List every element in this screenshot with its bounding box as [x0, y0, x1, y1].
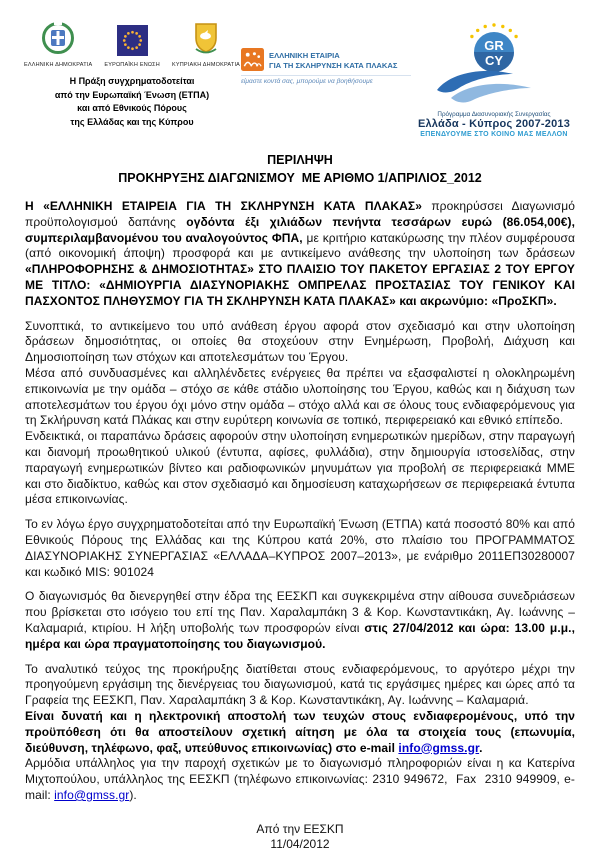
- text-run: στις 27/04/2012 και ώρα: 13.00 μ.μ., ημέρα και ώρα πραγματοποίησης του διαγωνισμού.: [25, 620, 576, 651]
- text-run: «ΠΛΗΡΟΦΟΡΗΣΗΣ & ΔΗΜΟΣΙΟΤΗΤΑΣ» ΣΤΟ ΠΛΑΙΣΙΟ ΤΟΥ ΠΑΚΕΤΟΥ ΕΡΓΑΣΙΑΣ 2 ΤΟΥ ΕΡΓΟΥ ΜΕ ΤΙΤΛΟ: «ΔΗΜΙΟΥΡΓΙΑ ΔΙΑΣΥΝΟΡΙΑΚΗΣ ΟΜΠΡΕΛΑΣ ΠΡΟΣΤΑΣΙΑΣ ΤΟΥ ΓΕΝΙΚΟΥ ΚΑΙ ΠΑΣΧΟΝΤΟΣ ΠΛΗΘΥΣΜΟΥ ΓΙΑ ΤΗ ΣΚΛΗΡΥΝΣΗ ΚΑΤΑ ΠΛΑΚΑΣ» και ακρωνύμιο: «ΠροΣΚΠ».: [25, 262, 575, 308]
- text-run: Ο διαγωνισμός θα διενεργηθεί στην έδρα της ΕΕΣΚΠ και συγκεκριμένα στην αίθουσα συνεδριάσεων που βρίσκεται στο ισόγειο του επί της Παν. Χαραλαμπάκη 3 & Κορ. Κωνσταντικάκη, Αγ. Ιωάννης – Καλαμαριά, κτιρίου. Η λήξη υποβολής των προσφορών είναι: [25, 589, 575, 635]
- text-run: Η «ΕΛΛΗΝΙΚΗ ΕΤΑΙΡΕΙΑ ΓΙΑ ΤΗ ΣΚΛΗΡΥΝΣΗ ΚΑΤΑ ΠΛΑΚΑΣ»: [25, 199, 432, 213]
- text-run: Μέσα από συνδυασμένες και αλληλένδετες ενέργειες θα πρέπει να εξασφαλιστεί η ολοκληρωμένη επικοινωνία με την ομάδα – στόχο σε κάθε στάδιο υλοποίησης του Έργου, καθώς και η διάχυση των αποτελεσμάτων του έργου όχι μόνο στην ομάδα – στόχο αλλά και σε όλους τους ενδιαφερόμενους για τη Σκλήρυνση κατά Πλάκας και στην ευρύτερη κοινωνία σε τοπικό, περιφερειακό και εθνικό επίπεδο.: [25, 365, 575, 428]
- signature-block: [25, 822, 575, 849]
- ms-society-name-line: ΓΙΑ ΤΗ ΣΚΛΗΡΥΝΣΗ ΚΑΤΑ ΠΛΑΚΑΣ: [269, 60, 398, 70]
- text-run: ογδόντα έξι χιλιάδων πενήντα τεσσάρων ευρώ (86.054,00€), συμπεριλαμβανομένου του αναλογούντος ΦΠΑ,: [25, 214, 576, 245]
- programme-title: Ελλάδα - Κύπρος 2007-2013: [417, 118, 571, 130]
- text-run: .: [479, 740, 483, 755]
- gr-cy-badge-icon: [419, 20, 569, 106]
- cofunding-line: Η Πράξη συγχρηματοδοτείται: [69, 76, 195, 86]
- email-link[interactable]: info@gmss.gr: [398, 740, 480, 755]
- ms-society-logo: [241, 20, 411, 85]
- cofunding-line: της Ελλάδας και της Κύπρου: [70, 116, 194, 127]
- text-run: προκηρύσσει Διαγωνισμό προϋπολογισμού δαπάνης: [25, 199, 575, 229]
- cyprus-emblem-caption: ΚΥΠΡΙΑΚΗ ΔΗΜΟΚΡΑΤΙΑ: [171, 62, 241, 68]
- cyprus-emblem: [172, 22, 240, 68]
- cyprus-emblem-icon: [191, 22, 221, 56]
- paragraph: [25, 756, 575, 803]
- ms-society-name-line: ΕΛΛΗΝΙΚΗ ΕΤΑΙΡΙΑ: [269, 51, 340, 60]
- emblem-row: [25, 20, 239, 68]
- paragraph: [25, 709, 575, 756]
- greece-emblem: [24, 20, 92, 68]
- cofunding-block: [25, 20, 239, 129]
- paragraph: [25, 366, 575, 429]
- signature-line: Από την ΕΕΣΚΠ: [256, 821, 344, 836]
- text-run: Το εν λόγω έργο συγχρηματοδοτείται από την Ευρωπαϊκή Ένωση (ΕΤΠΑ) κατά ποσοστό 80% και από Εθνικούς Πόρους της Ελλάδας και της Κύπρου κατά 20%, στο πλαίσιο του ΠΡΟΓΡΑΜΜΑΤΟΣ ΔΙΑΣΥΝΟΡΙΑΚΗΣ ΣΥΝΕΡΓΑΣΙΑΣ «ΕΛΛΑΔΑ–ΚΥΠΡΟΣ 2007–2013», με ενάριθμο 2011ΕΠ30280007 και κωδικό MIS: 901024: [25, 517, 575, 579]
- greece-cyprus-programme-logo: [413, 20, 575, 138]
- paragraph: [25, 429, 575, 508]
- paragraph: [25, 662, 575, 709]
- cofunding-line: και από Εθνικούς Πόρους: [77, 103, 187, 113]
- title-line-2: ΠΡΟΚΗΡΥΞΗΣ ΔΙΑΓΩΝΙΣΜΟΥ ΜΕ ΑΡΙΘΜΟ 1/ΑΠΡΙΛΙΟΣ_2012: [118, 170, 482, 185]
- header: [25, 20, 575, 138]
- paragraph: [25, 199, 575, 310]
- greece-emblem-icon: [40, 20, 76, 56]
- text-run: ).: [129, 787, 137, 802]
- text-run: με κριτήριο κατακύρωσης την πλέον συμφέρουσα (από οικονομική άποψη) προσφορά και με αντικείμενο ανάθεσης την υλοποίηση των δράσεων: [25, 230, 576, 261]
- ms-society-slogan: είμαστε κοντά σας, μπορούμε να βοηθήσουμε: [241, 75, 411, 85]
- text-run: Αρμόδια υπάλληλος για την παροχή σχετικών με το διαγωνισμό πληροφοριών είναι η κα Κατερίνα Μιχτοπούλου, υπάλληλος της ΕΕΣΚΠ (τηλέφωνο επικοινωνίας: 2310 949672, Fax 2310 949909, e-mail:: [25, 756, 575, 802]
- dolphin-light: [451, 84, 531, 103]
- paragraph: [25, 589, 575, 652]
- cofunding-line: από την Ευρωπαϊκή Ένωση (ΕΤΠΑ): [54, 89, 210, 100]
- badge-cy-label: CY: [484, 53, 504, 68]
- ms-society-name: [269, 48, 397, 71]
- cofunding-text: [25, 75, 239, 129]
- eu-flag: [104, 25, 160, 68]
- email-link[interactable]: info@gmss.gr: [54, 787, 130, 802]
- ms-society-icon: [241, 48, 264, 71]
- document-title: [25, 152, 575, 187]
- text-run: Συνοπτικά, το αντικείμενο του υπό ανάθεση έργου αφορά στον σχεδιασμό και στην υλοποίηση δράσεων δημοσιότητας, οι οποίες θα στοχεύουν στην Ενημέρωση, Προβολή, Διάχυση και Δημοσιοποίηση των στόχων και αποτελεσμάτων του Έργου.: [25, 318, 575, 365]
- title-line-1: ΠΕΡΙΛΗΨΗ: [267, 153, 333, 167]
- programme-motto: ΕΠΕΝΔΥΟΥΜΕ ΣΤΟ ΚΟΙΝΟ ΜΑΣ ΜΕΛΛΟΝ: [420, 131, 568, 138]
- programme-subtitle: Πρόγραμμα Διασυνοριακής Συνεργασίας: [437, 111, 551, 118]
- badge-gr-label: GR: [484, 38, 504, 53]
- text-run: Το αναλυτικό τεύχος της προκήρυξης διατίθεται στους ενδιαφερόμενους, το αργότερο μέχρι την προηγούμενη εργάσιμη της διενέργειας του διαγωνισμού, κατά τις εργάσιμες ημέρες και ώρες από τα Γραφεία της ΕΕΣΚΠ, Παν. Χαραλαμπάκη 3 & Κορ. Κωνσταντικάκη, Αγ. Ιωάννης – Καλαμαριά.: [25, 661, 575, 708]
- eu-flag-icon: [117, 25, 148, 56]
- greece-emblem-caption: ΕΛΛΗΝΙΚΗ ΔΗΜΟΚΡΑΤΙΑ: [23, 62, 93, 68]
- paragraph: [25, 319, 575, 366]
- eu-flag-caption: ΕΥΡΩΠΑΪΚΗ ΕΝΩΣΗ: [104, 62, 160, 68]
- text-run: Είναι δυνατή και η ηλεκτρονική αποστολή των τευχών στους ενδιαφερομένους, υπό την προϋπόθεση ότι θα αποστείλουν σχετική αίτηση με όλα τα στοιχεία τους (επωνυμία, διεύθυνση, τηλέφωνο, φαξ, υπεύθυνος επικοινωνίας) στο e-mail: [25, 708, 575, 755]
- paragraph: [25, 517, 575, 580]
- text-run: Ενδεικτικά, οι παραπάνω δράσεις αφορούν στην υλοποίηση ενημερωτικών ημερίδων, στην παραγωγή και διανομή προωθητικού υλικού (έντυπα, αφίσες, φυλλάδια), στην δημιουργία ιστοσελίδας, στην παραγωγή ενημερωτικών βίντεο και ραδιοφωνικών μηνυμάτων για προβολή σε περιφερειακά ΜΜΕ και στο διαδίκτυο, καθώς και στον σχεδιασμό και δημοσίευση καταχωρήσεων σε περιφερειακά έντυπα μέσα επικοινωνίας.: [25, 429, 575, 507]
- signature-date: 11/04/2012: [270, 837, 330, 849]
- document-body: [25, 199, 575, 804]
